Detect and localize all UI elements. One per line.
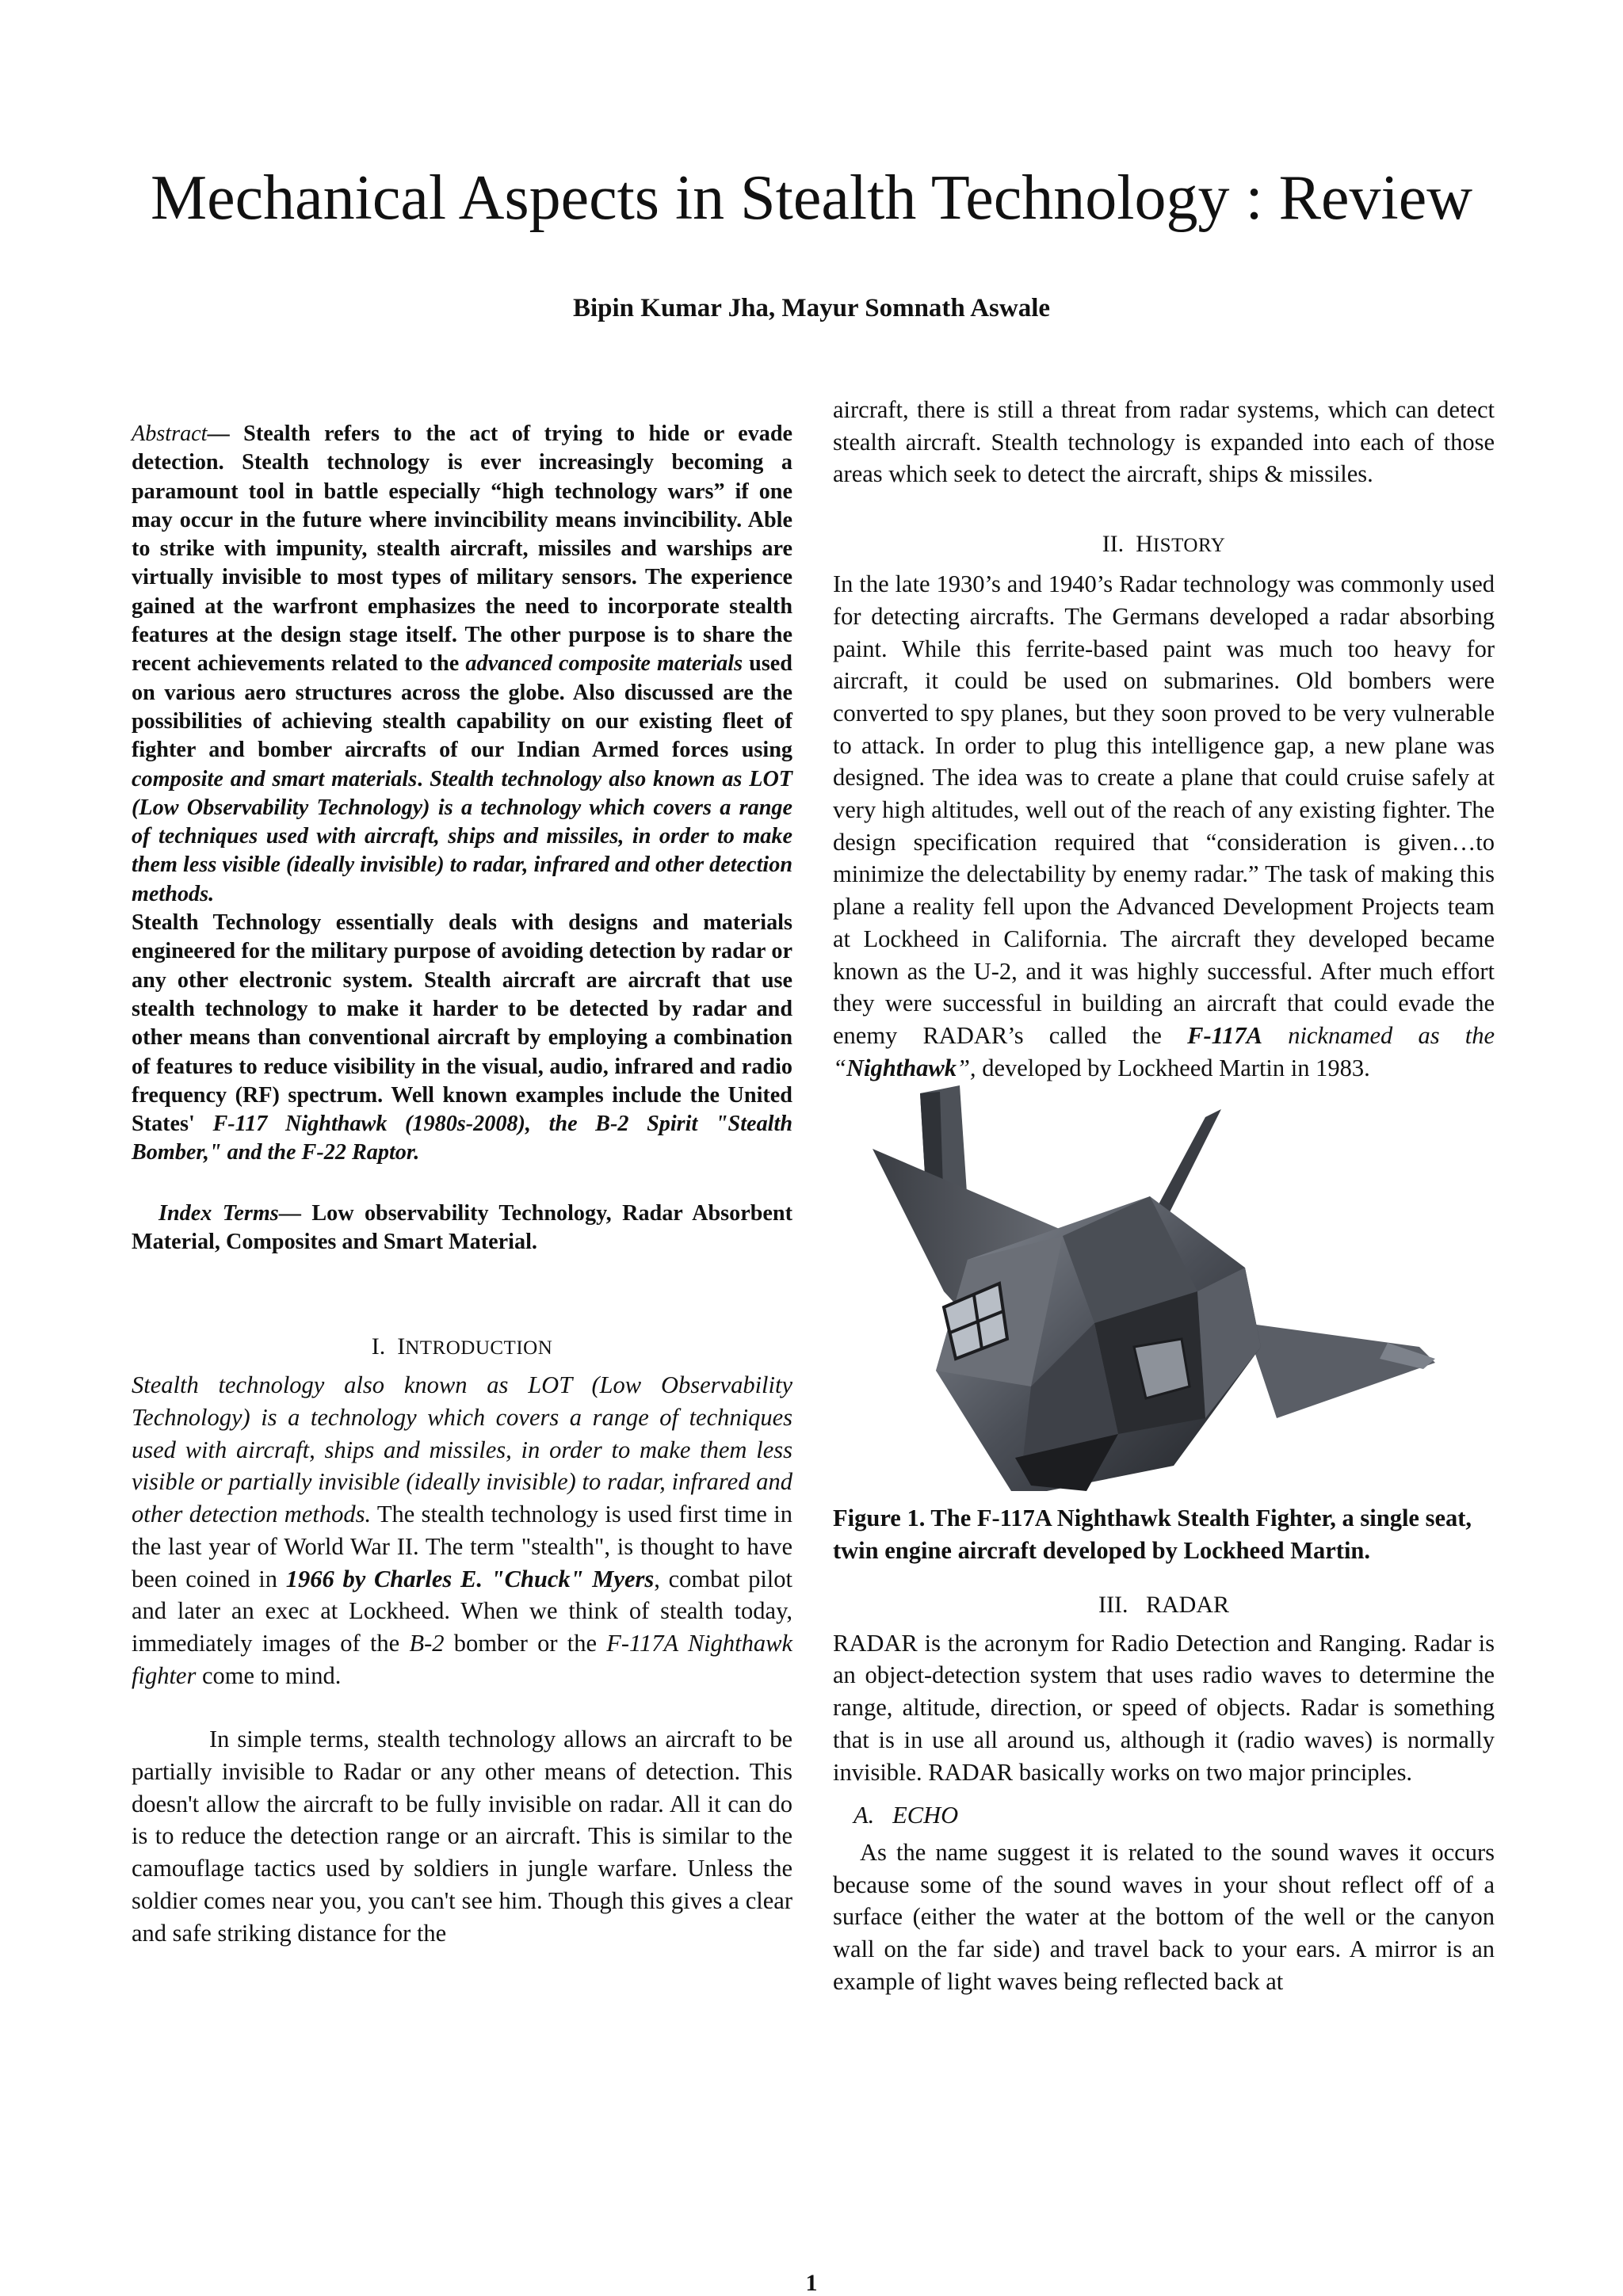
abstract-emphasis: F-117 Nighthawk (1980s-2008), the B-2 Spirit "Stealth Bomber," and the F-22 Raptor. [132, 1112, 792, 1165]
abstract-label: Abstract [132, 421, 208, 446]
radar-heading [833, 1589, 1495, 1621]
abstract-emphasis: Stealth technology also known as LOT (Low Observability Technology) is a technology which covers a range of techniques used with aircraft, ships and missiles, in order to make them less visible (ideally invisible) to radar, infrared and other detection methods. [132, 766, 793, 906]
f117-aircraft-illustration [833, 1085, 1495, 1491]
section-numeral: I. [371, 1333, 386, 1360]
left-column [132, 420, 792, 1949]
section-title-rest: NTRODUCTION [405, 1337, 553, 1360]
index-terms [132, 1199, 792, 1257]
section-title-initial: H [1136, 531, 1153, 558]
introduction-heading [132, 1331, 792, 1364]
echo-subheading [833, 1799, 1495, 1832]
history-text: In the late 1930’s and 1940’s Radar technology was commonly used for detecting aircrafts. The Germans developed a radar absorbing paint. While this ferrite-based paint was much too heavy for aircraft, it could be used on submarines. Old bombers were converted to spy planes, but they soon proved to be very vulnerable to attack. In order to plug this intelligence gap, a new plane was designed. The idea was to create a plane that could cruise safely at very high altitudes, well out of the reach of any existing fighter. The design specification required that “consideration is given…to minimize the delectability by enemy radar.” The task of making this plane a reality fell upon the Advanced Development Projects team at Lockheed in California. The aircraft they developed became known as the U-2, and it was highly successful. After much effort they were successful in building an aircraft that could evade the enemy RADAR’s called the [833, 570, 1495, 1049]
history-bold-italic: Nighthawk [846, 1054, 957, 1081]
intro-text: come to mind. [196, 1661, 342, 1689]
introduction-paragraph-3: aircraft, there is still a threat from radar systems, which can detect stealth aircraft. Stealth technology is expanded into each of those areas which seek to detect the aircraft, ships & missiles. [833, 396, 1495, 488]
index-terms-dash: — [278, 1200, 312, 1226]
figure-1-image [833, 1085, 1495, 1491]
section-numeral: III. [1098, 1591, 1128, 1618]
intro-bold-italic-text: 1966 by Charles E. "Chuck" Myers [285, 1565, 655, 1592]
right-wing [1245, 1323, 1435, 1418]
abstract-emphasis: advanced composite materials [465, 651, 743, 677]
index-terms-label: Index Terms [158, 1200, 279, 1226]
fuselage-facet [1197, 1268, 1261, 1418]
history-bold-italic: F-117A [1187, 1021, 1263, 1049]
intro-italic-text: F-117A Nighthawk fighter [132, 1629, 793, 1689]
intro-text: bomber or the [444, 1629, 607, 1657]
section-numeral: II. [1102, 531, 1125, 558]
intro-text: , combat pilot and later an exec at Lockheed. When we think of stealth today, immediately images of the [132, 1565, 792, 1657]
section-title-rest: ISTORY [1152, 535, 1226, 557]
introduction-paragraph-2: In simple terms, stealth technology allows an aircraft to be partially invisible to Radar or any other means of detection. This doesn't allow the aircraft to be fully invisible on radar. All it can do is to reduce the detection range or an aircraft. This is similar to the camouflage tactics used by soldiers in jungle warfare. Unless the soldier comes near you, you can't see him. Though this gives a clear and safe striking distance for the [132, 1726, 792, 1947]
history-italic: nicknamed as the “ [833, 1021, 1495, 1081]
abstract-emphasis: composite and smart materials [132, 766, 418, 791]
abstract-text: used on various aero structures across the globe. Also discussed are the possibilities of achieving stealth capability on our existing fleet of fighter and bomber aircrafts of our Indian Armed forces using [132, 651, 792, 763]
index-terms-text: Low observability Technology, Radar Absorbent Material, Composites and Smart Material. [132, 1200, 792, 1255]
authors: Bipin Kumar Jha, Mayur Somnath Aswale [572, 294, 1051, 322]
history-italic: ”, [956, 1054, 976, 1081]
history-heading [833, 528, 1495, 562]
section-title: RADAR [1145, 1591, 1229, 1618]
radar-paragraph: RADAR is the acronym for Radio Detection and Ranging. Radar is an object-detection system that uses radio waves to determine the range, altitude, direction, or speed of objects. Radar is something that is in use all around us, although it (radio waves) is normally invisible. RADAR basically works on two major principles. [833, 1629, 1495, 1786]
abstract-paragraph-1 [132, 420, 792, 909]
subsection-title: ECHO [892, 1802, 959, 1829]
subsection-label: A. [854, 1802, 875, 1829]
abstract-text: Stealth Technology essentially deals with designs and materials engineered for the military purpose of avoiding detection by radar or any other electronic system. Stealth aircraft are aircraft that use stealth technology to make it harder to be detected by radar and other means than conventional aircraft by employing a combination of features to reduce visibility in the visual, audio, infrared and radio frequency (RF) spectrum. Well known examples include the United States' [132, 910, 792, 1137]
introduction-paragraph-1 [132, 1369, 792, 1691]
abstract [132, 420, 792, 1168]
intro-text: The stealth technology is used first time in the last year of World War II. The term "stealth", is thought to have been coined in [132, 1501, 792, 1592]
page-number: 1 [805, 2270, 818, 2296]
abstract-paragraph-2 [132, 909, 792, 1168]
abstract-text: Stealth refers to the act of trying to hide or evade detection. Stealth technology is ever increasingly becoming a paramount tool in battle especially “high technology wars” if one may occur in the future where invincibility means invincibility. Able to strike with impunity, stealth aircraft, missiles and warships are virtually invisible to most types of military sensors. The experience gained at the warfront emphasizes the need to incorporate stealth features at the design stage itself. The other purpose is to share the recent achievements related to the [132, 421, 793, 677]
abstract-text: . [417, 766, 430, 791]
paper-title: Mechanical Aspects in Stealth Technology : Review [150, 163, 1473, 233]
figure-1-caption: Figure 1. The F-117A Nighthawk Stealth Fighter, a single seat, twin engine aircraft developed by Lockheed Martin. [833, 1505, 1472, 1565]
echo-paragraph: As the name suggest it is related to the sound waves it occurs because some of the sound waves in your shout reflect off of a surface (either the water at the bottom of the well or the canyon wall on the far side) and travel back to your ears. A mirror is an example of light waves being reflected back at [833, 1838, 1495, 1995]
abstract-dash: — [207, 421, 244, 446]
intro-italic-text: Stealth technology also known as LOT (Low Observability Technology) is a technology which covers a range of techniques used with aircraft, ships and missiles, in order to make them less visible or partially invisible (ideally invisible) to radar, infrared and other detection methods. [132, 1371, 792, 1528]
history-text: developed by Lockheed Martin in 1983. [976, 1054, 1370, 1081]
section-title-initial: I [397, 1333, 406, 1360]
right-column [833, 394, 1495, 1998]
history-paragraph [833, 568, 1495, 1084]
intro-italic-text: B-2 [409, 1629, 445, 1657]
